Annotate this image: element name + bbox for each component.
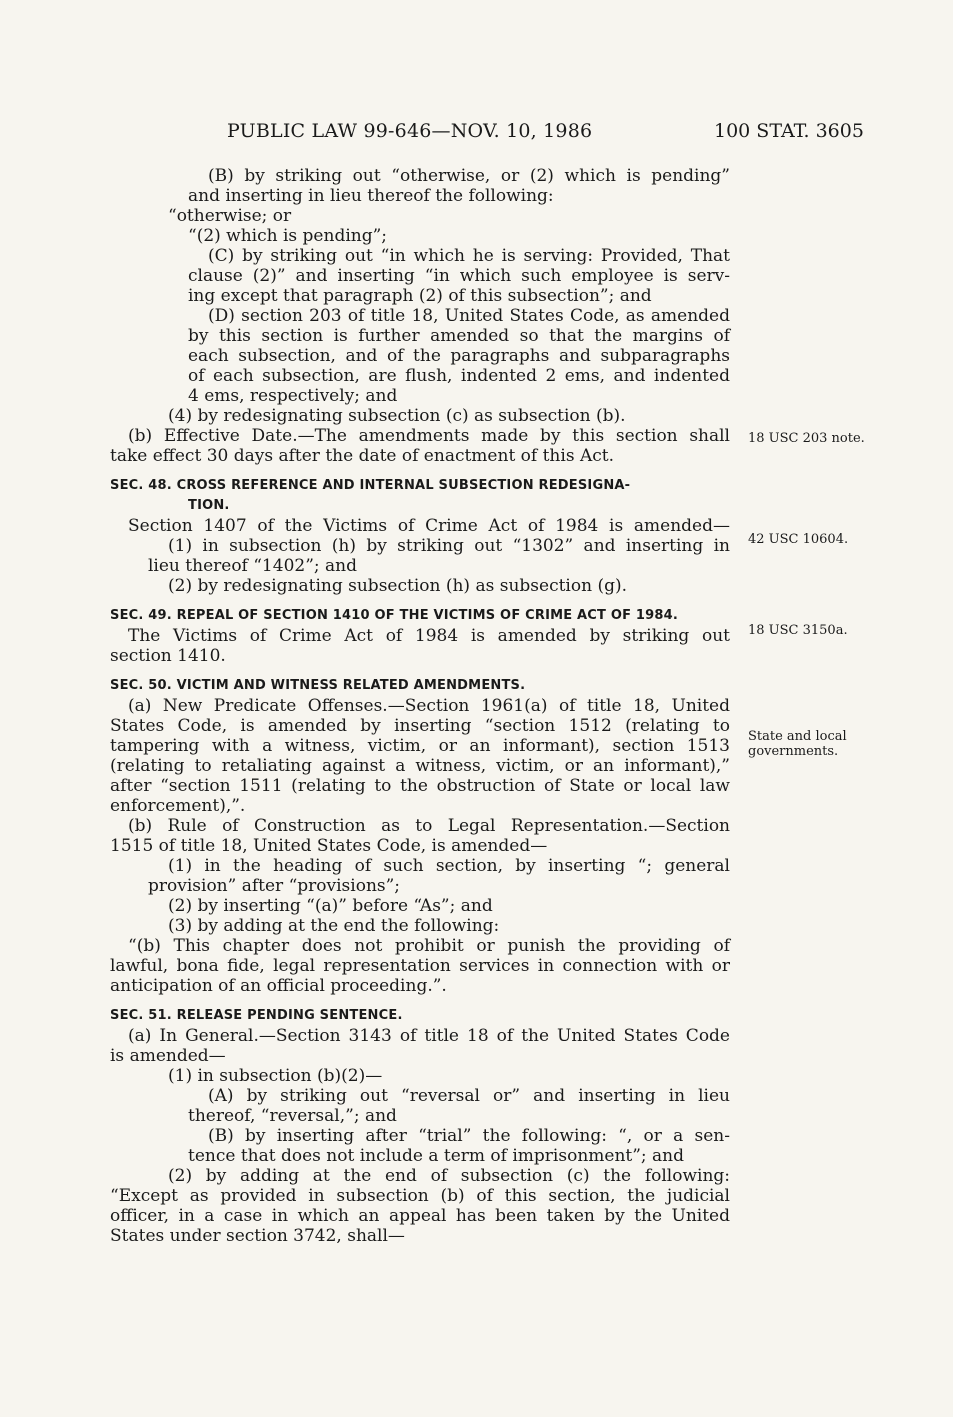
text-line: (a) New Predicate Offenses.—Section 1961(a) of title 18, United [128,696,730,716]
text-line: tampering with a witness, victim, or an informant), section 1513 [110,736,730,756]
text-line: States under section 3742, shall— [110,1226,405,1246]
text-line: after “section 1511 (relating to the obstruction of State or local law [110,776,730,796]
text-line: (b) Rule of Construction as to Legal Representation.—Section [128,816,730,836]
margin-note-usc: 18 USC 3150a. [748,623,848,638]
section-heading-48-cont: TION. [188,498,230,513]
text-line: 4 ems, respectively; and [188,386,398,406]
text-line: (1) in the heading of such section, by inserting “; general [168,856,730,876]
text-line: Section 1407 of the Victims of Crime Act of 1984 is amended— [128,516,730,536]
text-line: “otherwise; or [168,206,292,226]
text-line: (C) by striking out “in which he is serving: Provided, That [208,246,730,266]
text-line: (2) by adding at the end of subsection (c) the following: [168,1166,730,1186]
text-line: tence that does not include a term of imprisonment”; and [188,1146,685,1166]
text-line: (4) by redesignating subsection (c) as subsection (b). [168,406,626,426]
section-heading-51: SEC. 51. RELEASE PENDING SENTENCE. [110,1008,403,1023]
text-line: of each subsection, are flush, indented 2 ems, and indented [188,366,730,386]
margin-note-usc: 18 USC 203 note. [748,431,865,446]
document-body [110,166,730,1246]
section-heading-49: SEC. 49. REPEAL OF SECTION 1410 OF THE VICTIMS OF CRIME ACT OF 1984. [110,608,679,623]
text-line: thereof, “reversal,”; and [188,1106,397,1126]
text-line: (A) by striking out “reversal or” and inserting in lieu [208,1086,730,1106]
text-line: (a) In General.—Section 3143 of title 18 of the United States Code [128,1026,730,1046]
text-line: take effect 30 days after the date of enactment of this Act. [110,446,614,466]
text-line: (D) section 203 of title 18, United States Code, as amended [208,306,730,326]
text-line: each subsection, and of the paragraphs and subparagraphs [188,346,730,366]
text-line: (2) by inserting “(a)” before “As”; and [168,896,493,916]
text-line: (relating to retaliating against a witness, victim, or an informant),” [110,756,730,776]
text-line: “(2) which is pending”; [188,226,388,246]
margin-note-usc: 42 USC 10604. [748,532,849,547]
text-line: officer, in a case in which an appeal has been taken by the United [110,1206,730,1226]
text-line: enforcement),”. [110,796,246,816]
text-line: 1515 of title 18, United States Code, is amended— [110,836,548,856]
text-line: (1) in subsection (b)(2)— [168,1066,383,1086]
text-line: clause (2)” and inserting “in which such employee is serv- [188,266,730,286]
text-line: lawful, bona fide, legal representation services in connection with or [110,956,730,976]
text-line: and inserting in lieu thereof the following: [188,186,554,206]
page-citation: 100 STAT. 3605 [714,120,864,142]
running-header-title: PUBLIC LAW 99-646—NOV. 10, 1986 [227,120,593,142]
text-line: (1) in subsection (h) by striking out “1302” and inserting in [168,536,730,556]
text-line: (B) by striking out “otherwise, or (2) which is pending” [208,166,730,186]
text-line: ing except that paragraph (2) of this subsection”; and [188,286,652,306]
text-line: The Victims of Crime Act of 1984 is amended by striking out [128,626,730,646]
text-line: (b) Effective Date.—The amendments made by this section shall [128,426,730,446]
text-line: (2) by redesignating subsection (h) as subsection (g). [168,576,627,596]
text-line: lieu thereof “1402”; and [148,556,357,576]
text-line: provision” after “provisions”; [148,876,401,896]
text-line: (3) by adding at the end the following: [168,916,500,936]
text-line: anticipation of an official proceeding.”. [110,976,447,996]
text-line: (B) by inserting after “trial” the following: “, or a sen- [208,1126,730,1146]
text-line: “Except as provided in subsection (b) of this section, the judicial [110,1186,730,1206]
text-line: by this section is further amended so that the margins of [188,326,730,346]
text-line: “(b) This chapter does not prohibit or punish the providing of [128,936,730,956]
section-heading-48: SEC. 48. CROSS REFERENCE AND INTERNAL SUBSECTION REDESIGNA- [110,478,631,493]
margin-note-governments: State and local governments. [748,729,847,759]
section-heading-50: SEC. 50. VICTIM AND WITNESS RELATED AMENDMENTS. [110,678,526,693]
text-line: is amended— [110,1046,226,1066]
text-line: States Code, is amended by inserting “section 1512 (relating to [110,716,730,736]
text-line: section 1410. [110,646,226,666]
